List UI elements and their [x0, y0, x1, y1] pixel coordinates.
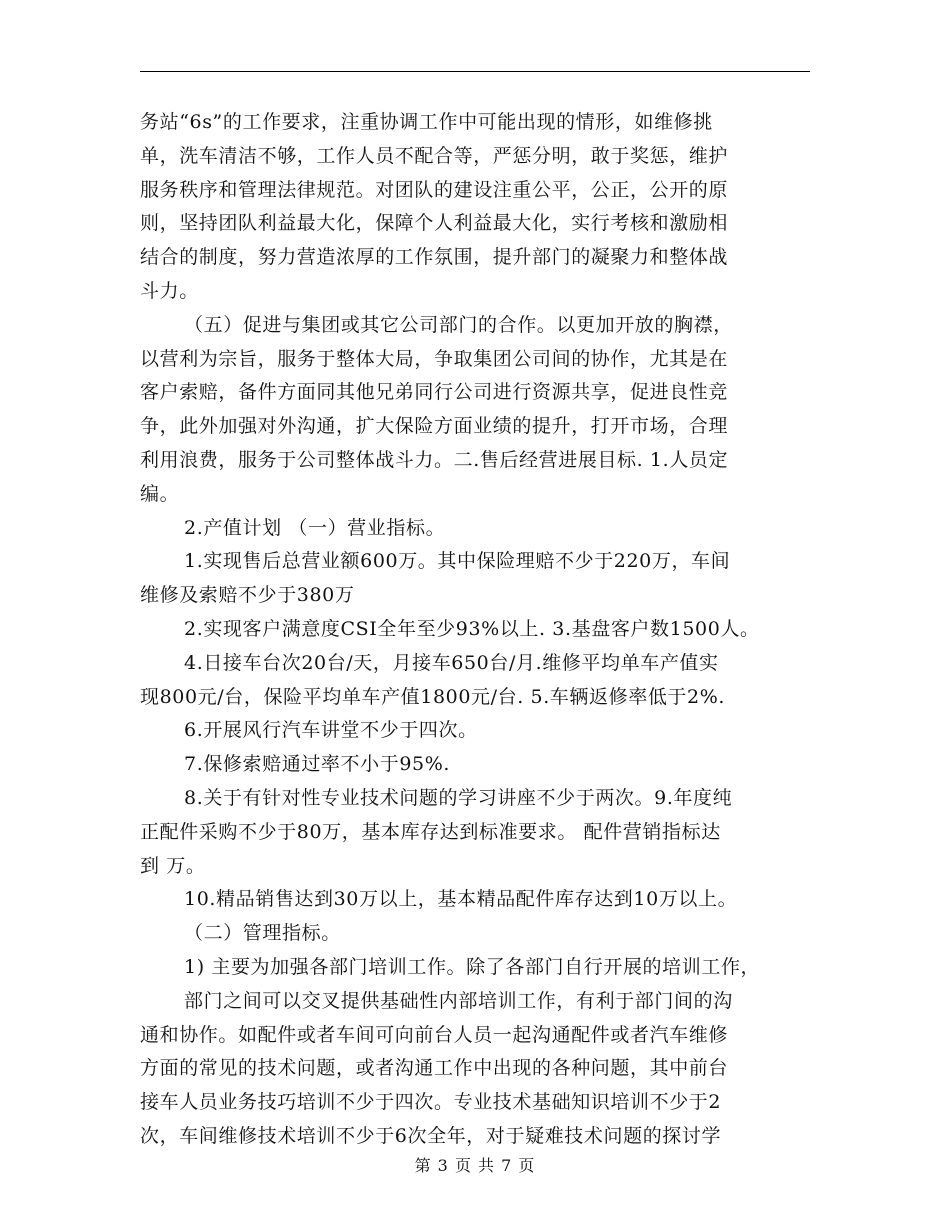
paragraph-line: 争，此外加强对外沟通，扩大保险方面业绩的提升，打开市场，合理: [140, 415, 729, 438]
paragraph-line: 则，坚持团队利益最大化，保障个人利益最大化，实行考核和激励相: [140, 212, 729, 235]
paragraph-line: 1) 主要为加强各部门培训工作。除了各部门自行开展的培训工作，: [184, 955, 761, 978]
paragraph-line: 方面的常见的技术问题，或者沟通工作中出现的各种问题，其中前台: [140, 1057, 729, 1080]
paragraph-line: 10.精品销售达到30万以上，基本精品配件库存达到10万以上。: [184, 888, 738, 911]
paragraph-line: 客户索赔，备件方面同其他兄弟同行公司进行资源共享，促进良性竞: [140, 381, 729, 404]
paragraph-line: （五）促进与集团或其它公司部门的合作。以更加开放的胸襟，: [184, 313, 733, 336]
paragraph-line: 接车人员业务技巧培训不少于四次。专业技术基础知识培训不少于2: [140, 1091, 722, 1114]
paragraph-line: 正配件采购不少于80万，基本库存达到标准要求。 配件营销指标达: [140, 820, 721, 843]
page-footer: 第 3 页 共 7 页: [414, 1156, 536, 1175]
paragraph-line: 次，车间维修技术培训不少于6次全年，对于疑难技术问题的探讨学: [140, 1124, 722, 1147]
paragraph-line: 到 万。: [140, 854, 206, 877]
paragraph-line: 斗力。: [140, 279, 199, 302]
paragraph-line: 6.开展风行汽车讲堂不少于四次。: [184, 719, 478, 742]
paragraph-line: 现800元/台，保险平均单车产值1800元/台. 5.车辆返修率低于2%.: [140, 685, 726, 708]
paragraph-line: 2.实现客户满意度CSI全年至少93%以上. 3.基盘客户数1500人。: [184, 617, 760, 640]
paragraph-line: 部门之间可以交叉提供基础性内部培训工作，有利于部门间的沟: [184, 989, 733, 1012]
paragraph-line: 单，洗车清洁不够，工作人员不配合等，严惩分明，敢于奖惩，维护: [140, 144, 729, 167]
paragraph-line: 8.关于有针对性专业技术问题的学习讲座不少于两次。9.年度纯: [184, 786, 733, 809]
header-rule: [140, 71, 810, 72]
paragraph-line: 服务秩序和管理法律规范。对团队的建设注重公平，公正，公开的原: [140, 178, 729, 201]
paragraph-line: 务站“6s”的工作要求，注重协调工作中可能出现的情形，如维修挑: [140, 111, 713, 133]
paragraph-line: 4.日接车台次20台/天，月接车650台/月.维修平均单车产值实: [184, 651, 719, 674]
paragraph-line: 维修及索赔不少于380万: [140, 584, 355, 607]
paragraph-line: 2.产值计划 （一）营业指标。: [184, 516, 446, 539]
paragraph-line: 结合的制度，努力营造浓厚的工作氛围，提升部门的凝聚力和整体战: [140, 246, 729, 269]
paragraph-line: 编。: [140, 482, 180, 505]
paragraph-line: （二）管理指标。: [184, 922, 341, 945]
document-body: [140, 106, 840, 1154]
paragraph-line: 利用浪费，服务于公司整体战斗力。二.售后经营进展目标. 1.人员定: [140, 448, 729, 471]
paragraph-line: 7.保修索赔通过率不小于95%.: [184, 753, 450, 776]
paragraph-line: 以营利为宗旨，服务于整体大局，争取集团公司间的协作，尤其是在: [140, 347, 729, 370]
paragraph-line: 1.实现售后总营业额600万。其中保险理赔不少于220万，车间: [184, 550, 731, 573]
paragraph-line: 通和协作。如配件或者车间可向前台人员一起沟通配件或者汽车维修: [140, 1023, 729, 1046]
